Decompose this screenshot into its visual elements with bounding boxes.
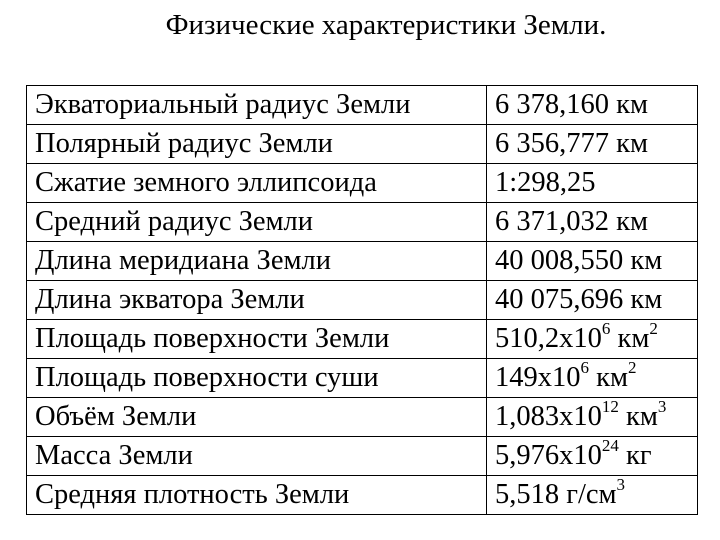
row-name: Площадь поверхности Земли	[27, 320, 487, 359]
row-value	[487, 437, 698, 476]
row-name: Длина экватора Земли	[27, 281, 487, 320]
row-value	[487, 359, 698, 398]
table-row	[27, 242, 698, 281]
value-unit: км	[610, 323, 650, 354]
table-row	[27, 476, 698, 515]
table-row	[27, 437, 698, 476]
row-name: Площадь поверхности суши	[27, 359, 487, 398]
row-value	[487, 164, 698, 203]
page-title: Физические характеристики Земли.	[165, 9, 607, 41]
row-name: Масса Земли	[27, 437, 487, 476]
table-row	[27, 281, 698, 320]
row-name: Полярный радиус Земли	[27, 125, 487, 164]
row-value	[487, 320, 698, 359]
value-exponent: 24	[601, 435, 619, 455]
row-value	[487, 125, 698, 164]
row-name: Сжатие земного эллипсоида	[27, 164, 487, 203]
value-exponent: 6	[601, 318, 611, 338]
value-unit: кг	[618, 440, 652, 471]
value-main: 149x10	[495, 362, 581, 393]
table-row	[27, 125, 698, 164]
value-exponent: 3	[616, 474, 626, 494]
value-main: 40 075,696 км	[495, 284, 663, 315]
row-value	[487, 203, 698, 242]
value-main: 6 356,777 км	[495, 128, 649, 159]
value-main: 5,518 г/см	[495, 479, 617, 510]
characteristics-table	[26, 85, 698, 515]
row-value	[487, 242, 698, 281]
value-main: 1:298,25	[495, 167, 596, 198]
unit-exponent: 3	[657, 396, 667, 416]
table-row	[27, 164, 698, 203]
value-unit: км	[589, 362, 629, 393]
row-name: Длина меридиана Земли	[27, 242, 487, 281]
row-name: Объём Земли	[27, 398, 487, 437]
table-row	[27, 320, 698, 359]
row-value	[487, 281, 698, 320]
row-name: Средняя плотность Земли	[27, 476, 487, 515]
value-main: 1,083x10	[495, 401, 602, 432]
value-exponent: 12	[601, 396, 619, 416]
table-row	[27, 86, 698, 125]
row-name: Экваториальный радиус Земли	[27, 86, 487, 125]
value-main: 40 008,550 км	[495, 245, 663, 276]
value-main: 510,2x10	[495, 323, 602, 354]
characteristics-table-body	[27, 86, 698, 515]
row-value	[487, 86, 698, 125]
unit-exponent: 2	[649, 318, 658, 338]
value-unit: км	[618, 401, 658, 432]
value-exponent: 6	[580, 357, 589, 377]
row-value	[487, 476, 698, 515]
table-row	[27, 359, 698, 398]
row-name: Средний радиус Земли	[27, 203, 487, 242]
value-main: 6 378,160 км	[495, 89, 649, 120]
table-row	[27, 398, 698, 437]
value-main: 5,976x10	[495, 440, 602, 471]
unit-exponent: 2	[628, 357, 637, 377]
value-main: 6 371,032 км	[495, 206, 649, 237]
row-value	[487, 398, 698, 437]
table-row	[27, 203, 698, 242]
